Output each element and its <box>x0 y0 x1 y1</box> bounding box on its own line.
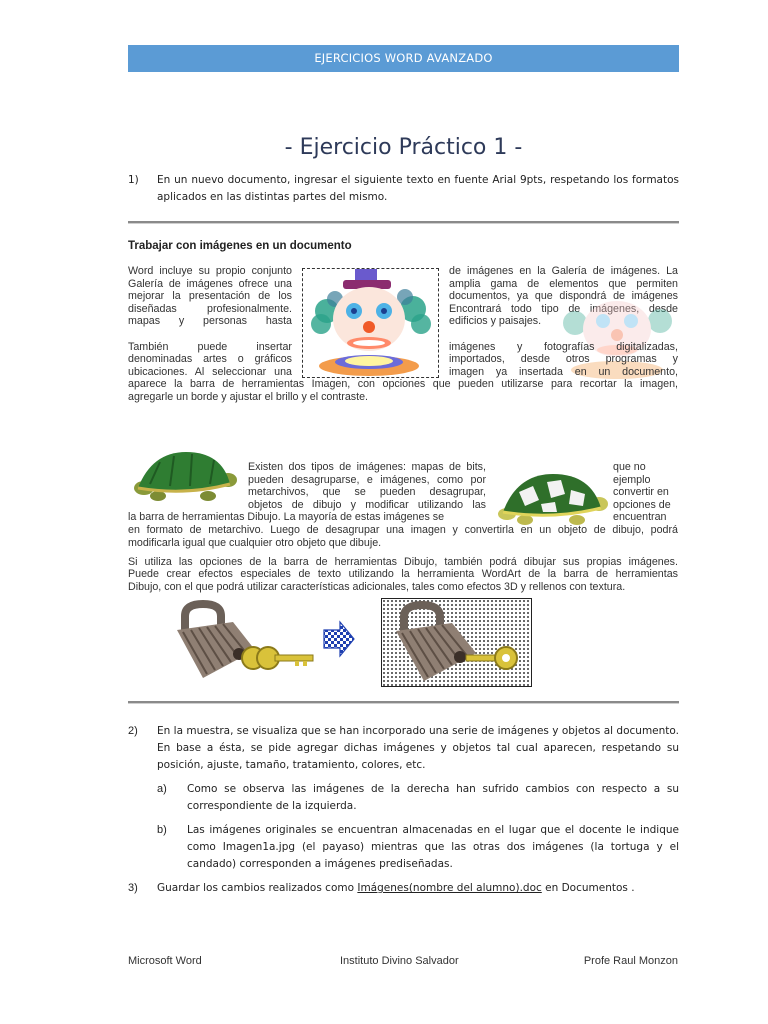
sample-p1-left-3: mejorar la presentación de los <box>128 290 292 303</box>
exercise-1 <box>128 172 679 206</box>
exercise-2b <box>157 822 679 874</box>
sample-p1-left-4: diseñadas profesionalmente. <box>128 302 292 315</box>
sample-p2-right-1: imágenes y fotografías digitalizadas, <box>449 340 678 353</box>
exercise-3-text <box>128 880 679 897</box>
sample-p1-right-1: de imágenes en la Galería de imágenes. La <box>449 265 678 277</box>
padlock-image-modified <box>381 598 532 687</box>
sample-p1-left-2: Galería de imágenes ofrece una <box>128 277 292 290</box>
exercise-3-pre: Guardar los cambios realizados como <box>157 882 358 894</box>
sample-p3-right-3: convertir en <box>613 486 669 499</box>
sample-p3-right-5: encuentran <box>613 511 667 524</box>
clown-image <box>302 268 439 378</box>
padlock-icon <box>382 599 532 687</box>
sample-p1-left-5: mapas y personas hasta <box>128 315 292 328</box>
exercise-2-number: 2) <box>128 725 138 737</box>
sample-title: Trabajar con imágenes en un documento <box>128 240 352 252</box>
divider-bottom <box>128 701 679 704</box>
exercise-2-text: En la muestra, se visualiza que se han incorporado una serie de imágenes y objetos al documento. En base a ésta, se pide agregar dichas imágenes y objetos tal cual aparecen, respetando su posición, ajuste, tamaño, tratamiento, colores, etc. <box>157 725 679 772</box>
exercise-2b-number: b) <box>157 824 167 836</box>
sample-p3-mid-4: objetos de dibujo y modificar utilizando las <box>248 498 486 511</box>
sample-p2-left-3: ubicaciones. Al seleccionar una <box>128 365 292 378</box>
turtle-image-modified <box>495 470 610 528</box>
exercise-3-post: en Documentos . <box>541 882 635 894</box>
exercise-2 <box>128 723 679 775</box>
exercise-1-text: En un nuevo documento, ingresar el siguiente texto en fuente Arial 9pts, respetando los formatos aplicados en las distintas partes del mismo. <box>157 174 679 203</box>
sample-p3-mid-3: metarchivos, que se pueden desagrupar, <box>248 486 486 499</box>
exercise-3 <box>128 880 679 897</box>
sample-p3-right-2: ejemplo <box>613 473 651 486</box>
sample-p1-right-2: amplia gama de elementos que permiten <box>449 277 678 290</box>
padlock-image <box>163 600 318 682</box>
turtle-image <box>130 448 240 504</box>
exercise-1-number: 1) <box>128 174 139 186</box>
footer-right: Profe Raul Monzon <box>583 955 678 967</box>
sample-p3-mid-1: Existen dos tipos de imágenes: mapas de bits, <box>248 461 486 473</box>
sample-p2-left-2: denominadas artes o gráficos <box>128 353 292 366</box>
sample-p3-mid-2: pueden desagruparse, e imágenes, como por <box>248 473 486 486</box>
sample-p1-right-3: documentos, ya que dispondrá de imágenes <box>449 290 678 303</box>
exercise-3-filename: Imágenes(nombre del alumno).doc <box>357 882 542 894</box>
sample-p3-right-4: opciones de <box>613 498 671 511</box>
sample-p2-right-2: importados, desde otros programas y <box>449 353 678 366</box>
sample-p3-full-2: modificarla igual que cualquier otro objeto que dibuje. <box>128 536 382 549</box>
sample-p3-full-1: en formato de metarchivo. Luego de desagrupar una imagen y convertirla en un objeto de dibujo, podrá <box>128 524 678 536</box>
sample-p2-full-1: aparece la barra de herramientas Imagen, con opciones que pueden utilizarse para recortar la imagen, <box>128 378 678 391</box>
sample-p4-3: Dibujo, con el que podrá utilizar características adicionales, tales como efectos 3D y rellenos con textura. <box>128 580 626 593</box>
exercise-2b-text: Las imágenes originales se encuentran almacenadas en el lugar que el docente le indique como Imagen1a.jpg (el payaso) mientras que las otras dos imágenes (la tortuga y el candado) corresponden a imágenes prediseñadas. <box>187 824 679 871</box>
sample-p4-1: Si utiliza las opciones de la barra de herramientas Dibujo, también podrá dibujar sus propias imágenes. <box>128 555 678 568</box>
sample-p2-right-3: imagen ya insertada en un documento, <box>449 365 678 378</box>
sample-p2-left-1: También puede insertar <box>128 340 292 353</box>
exercise-2a <box>157 781 679 815</box>
exercise-3-number: 3) <box>128 882 138 894</box>
divider-top <box>128 221 679 224</box>
sample-p1-right-5: edificios y paisajes. <box>449 315 542 328</box>
page-title: - Ejercicio Práctico 1 - <box>284 135 523 160</box>
sample-p1-left-1: Word incluye su propio conjunto <box>128 265 292 277</box>
sample-p4-2: Puede crear efectos especiales de texto utilizando la herramienta WordArt de la barra de herramientas <box>128 568 678 581</box>
checkered-arrow-icon <box>322 620 356 658</box>
sample-p2-full-2: agregarle un borde y ajustar el brillo y el contraste. <box>128 390 369 403</box>
header-title: EJERCICIOS WORD AVANZADO <box>314 51 493 65</box>
header-bar <box>128 45 679 72</box>
clown-icon <box>303 269 439 378</box>
footer-left: Microsoft Word <box>128 955 202 967</box>
sample-p1-right-4: Encontrará todo tipo de imágenes, desde <box>449 302 678 315</box>
exercise-2a-text: Como se observa las imágenes de la derecha han sufrido cambios con respecto a su correspondiente de la izquierda. <box>187 783 679 813</box>
sample-p3-row5-left: la barra de herramientas Dibujo. La mayoría de estas imágenes se <box>128 511 445 524</box>
sample-p3-right-1: que no <box>613 461 646 473</box>
exercise-2a-number: a) <box>157 783 167 795</box>
footer-center: Instituto Divino Salvador <box>340 955 459 967</box>
